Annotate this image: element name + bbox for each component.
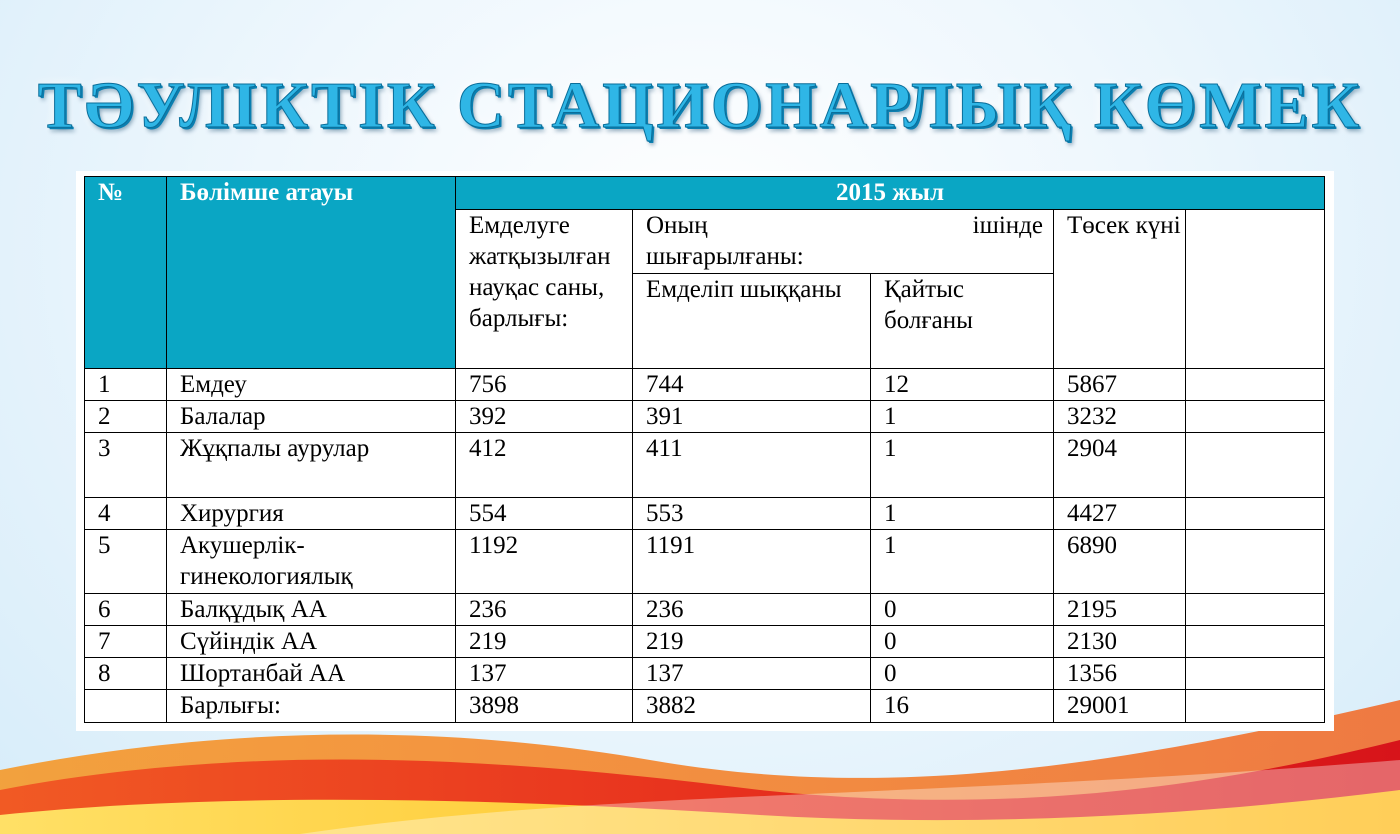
- row-died: 0: [871, 594, 1054, 626]
- row-number: 2: [85, 401, 167, 433]
- header-discharged: Емделіп шыққаны: [633, 274, 871, 369]
- row-bed-days: 6890: [1054, 530, 1186, 594]
- header-empty: [1186, 210, 1325, 369]
- row-department: Сүйіндік АА: [167, 626, 456, 658]
- row-admitted: 554: [456, 498, 633, 530]
- row-admitted: 756: [456, 369, 633, 401]
- row-admitted: 219: [456, 626, 633, 658]
- row-bed-days: 3232: [1054, 401, 1186, 433]
- row-admitted: 412: [456, 433, 633, 498]
- row-number: 3: [85, 433, 167, 498]
- total-discharged: 3882: [633, 690, 871, 723]
- row-empty: [1186, 594, 1325, 626]
- row-bed-days: 5867: [1054, 369, 1186, 401]
- row-empty: [1186, 530, 1325, 594]
- header-of-which-left: Оның: [646, 212, 708, 239]
- row-empty: [1186, 626, 1325, 658]
- row-discharged: 391: [633, 401, 871, 433]
- row-died: 12: [871, 369, 1054, 401]
- row-number: 6: [85, 594, 167, 626]
- row-number: 1: [85, 369, 167, 401]
- row-discharged: 137: [633, 658, 871, 690]
- row-department: Хирургия: [167, 498, 456, 530]
- row-empty: [1186, 401, 1325, 433]
- header-died: Қайтыс болғаны: [871, 274, 1054, 369]
- row-empty: [1186, 498, 1325, 530]
- row-died: 1: [871, 401, 1054, 433]
- row-died: 0: [871, 626, 1054, 658]
- table-row: [85, 433, 1325, 498]
- row-department: Жұқпалы аурулар: [167, 433, 456, 498]
- row-died: 1: [871, 433, 1054, 498]
- row-died: 0: [871, 658, 1054, 690]
- row-number: 5: [85, 530, 167, 594]
- total-empty: [1186, 690, 1325, 723]
- table-row: [85, 626, 1325, 658]
- row-number: 7: [85, 626, 167, 658]
- header-year: 2015 жыл: [456, 177, 1325, 210]
- table-row: [85, 369, 1325, 401]
- table-row: [85, 401, 1325, 433]
- row-admitted: 392: [456, 401, 633, 433]
- row-admitted: 137: [456, 658, 633, 690]
- row-discharged: 744: [633, 369, 871, 401]
- header-of-which: [633, 210, 1054, 274]
- row-discharged: 1191: [633, 530, 871, 594]
- inpatient-stats-table: [84, 176, 1325, 723]
- total-row: [85, 690, 1325, 723]
- row-department: Акушерлік-гинекологиялық: [167, 530, 456, 594]
- total-label: Барлығы:: [167, 690, 456, 723]
- table-row: [85, 658, 1325, 690]
- row-died: 1: [871, 530, 1054, 594]
- total-died: 16: [871, 690, 1054, 723]
- row-admitted: 236: [456, 594, 633, 626]
- row-discharged: 411: [633, 433, 871, 498]
- table-row: [85, 530, 1325, 594]
- row-admitted: 1192: [456, 530, 633, 594]
- row-discharged: 236: [633, 594, 871, 626]
- row-bed-days: 1356: [1054, 658, 1186, 690]
- row-empty: [1186, 658, 1325, 690]
- row-empty: [1186, 369, 1325, 401]
- row-bed-days: 2904: [1054, 433, 1186, 498]
- table-row: [85, 594, 1325, 626]
- row-discharged: 553: [633, 498, 871, 530]
- table-row: [85, 498, 1325, 530]
- row-bed-days: 2130: [1054, 626, 1186, 658]
- row-number: 4: [85, 498, 167, 530]
- slide-title: ТӘУЛІКТІК СТАЦИОНАРЛЫҚ КӨМЕК: [37, 69, 1363, 142]
- total-bed-days: 29001: [1054, 690, 1186, 723]
- header-number: №: [85, 177, 167, 369]
- header-of-which-right: ішінде: [972, 212, 1043, 239]
- row-department: Шортанбай АА: [167, 658, 456, 690]
- row-number: 8: [85, 658, 167, 690]
- row-died: 1: [871, 498, 1054, 530]
- row-department: Балалар: [167, 401, 456, 433]
- row-bed-days: 4427: [1054, 498, 1186, 530]
- row-discharged: 219: [633, 626, 871, 658]
- row-empty: [1186, 433, 1325, 498]
- header-admitted: Емделуге жатқызылған науқас саны, барлығы:: [456, 210, 633, 369]
- header-department: Бөлімше атауы: [167, 177, 456, 369]
- row-department: Балқұдық АА: [167, 594, 456, 626]
- row-department: Емдеу: [167, 369, 456, 401]
- total-admitted: 3898: [456, 690, 633, 723]
- header-bed-days: Төсек күні: [1054, 210, 1186, 369]
- total-number-empty: [85, 690, 167, 723]
- header-of-which-line2: шығарылғаны:: [646, 243, 804, 270]
- row-bed-days: 2195: [1054, 594, 1186, 626]
